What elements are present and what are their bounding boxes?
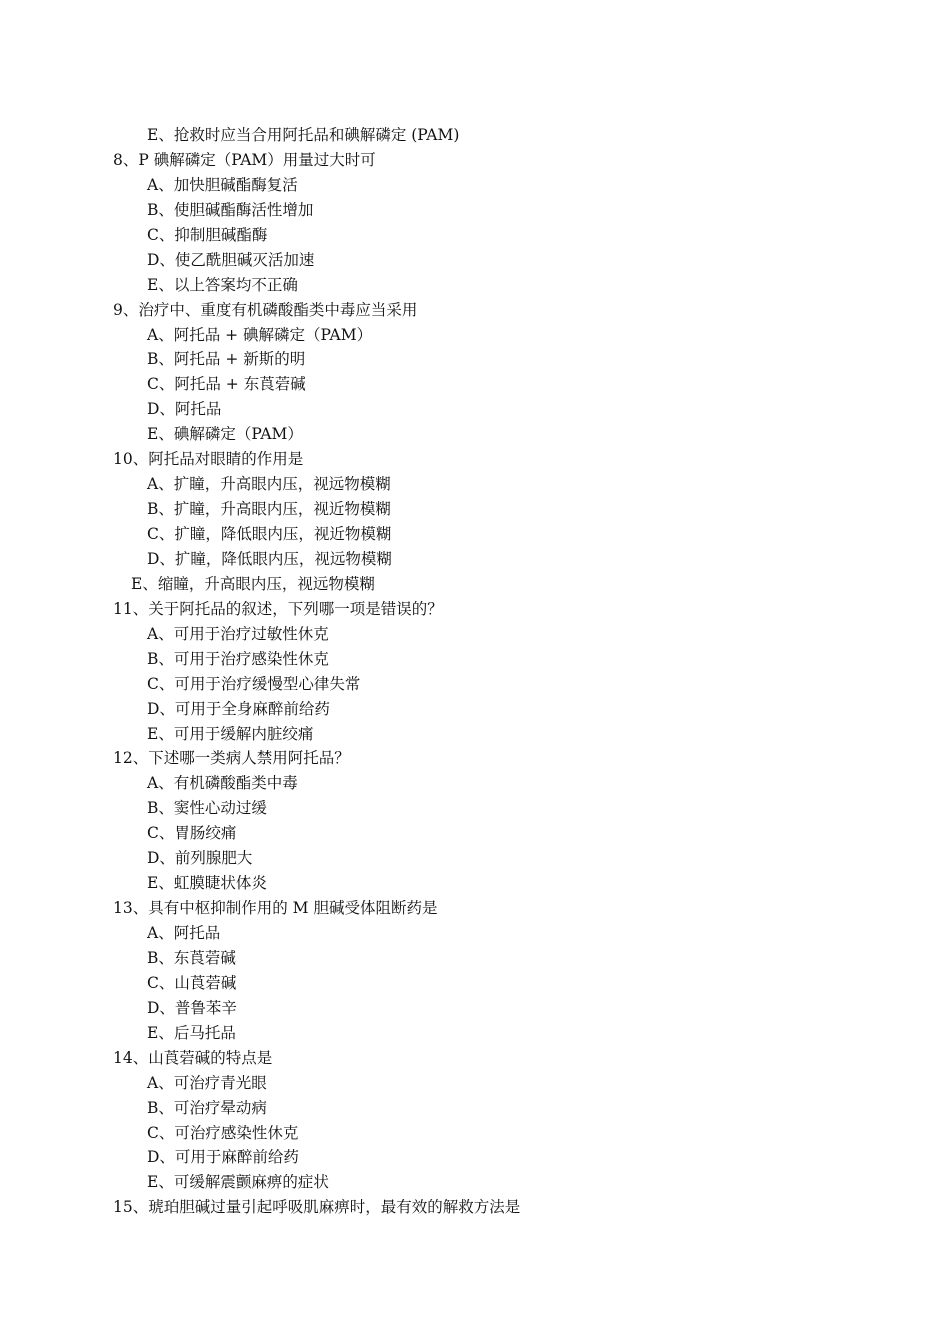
option-line: E、抢救时应当合用阿托品和碘解磷定 (PAM): [147, 126, 460, 144]
option-line: B、可治疗晕动病: [147, 1098, 267, 1117]
option-line: A、加快胆碱酯酶复活: [147, 175, 298, 194]
option-line: E、碘解磷定（PAM）: [147, 425, 303, 444]
option-line: C、可治疗感染性休克: [147, 1123, 299, 1142]
option-line: D、使乙酰胆碱灭活加速: [147, 250, 315, 269]
option-line: E、以上答案均不正确: [147, 275, 298, 294]
option-line: B、窦性心动过缓: [147, 799, 267, 818]
question-line: 13、具有中枢抑制作用的 M 胆碱受体阻断药是: [113, 899, 438, 918]
option-line: B、可用于治疗感染性休克: [147, 649, 329, 668]
option-line: D、前列腺肥大: [147, 849, 253, 868]
option-line: D、普鲁苯辛: [147, 998, 237, 1017]
option-line: C、胃肠绞痛: [147, 824, 237, 843]
option-line: A、扩瞳，升高眼内压，视远物模糊: [147, 475, 391, 494]
option-line: C、抑制胆碱酯酶: [147, 225, 268, 244]
option-line: C、阿托品 + 东莨菪碱: [147, 375, 306, 394]
question-line: 15、琥珀胆碱过量引起呼吸肌麻痹时，最有效的解救方法是: [113, 1198, 521, 1217]
option-line: E、后马托品: [147, 1023, 236, 1042]
option-line: E、可用于缓解内脏绞痛: [147, 724, 314, 743]
option-line: C、山莨菪碱: [147, 973, 237, 992]
document-page: [0, 123, 950, 1220]
question-line: 10、阿托品对眼睛的作用是: [113, 450, 304, 469]
option-line: E、可缓解震颤麻痹的症状: [147, 1173, 329, 1192]
option-line: A、阿托品 + 碘解磷定（PAM）: [147, 325, 373, 344]
option-line: D、扩瞳，降低眼内压，视远物模糊: [147, 549, 392, 568]
option-line: B、使胆碱酯酶活性增加: [147, 200, 314, 219]
question-line: 14、山莨菪碱的特点是: [113, 1048, 273, 1067]
question-line: 12、下述哪一类病人禁用阿托品？: [113, 749, 350, 768]
question-line: 11、关于阿托品的叙述，下列哪一项是错误的？: [113, 599, 443, 618]
option-line: A、阿托品: [147, 924, 221, 942]
option-line: A、有机磷酸酯类中毒: [147, 774, 298, 793]
option-line: C、可用于治疗缓慢型心律失常: [147, 674, 361, 693]
option-line: D、可用于麻醉前给药: [147, 1148, 299, 1167]
option-line: D、阿托品: [147, 400, 222, 419]
option-line: C、扩瞳，降低眼内压，视近物模糊: [147, 525, 392, 543]
option-line: E、缩瞳，升高眼内压，视远物模糊: [131, 574, 375, 593]
question-line: 9、治疗中、重度有机磷酸酯类中毒应当采用: [113, 300, 418, 319]
option-line: A、可治疗青光眼: [147, 1073, 267, 1092]
option-line: E、虹膜睫状体炎: [147, 874, 267, 893]
option-line: B、扩瞳，升高眼内压，视近物模糊: [147, 500, 391, 519]
question-line: 8、P 碘解磷定（PAM）用量过大时可: [113, 150, 376, 169]
option-line: D、可用于全身麻醉前给药: [147, 699, 330, 718]
option-line: A、可用于治疗过敏性休克: [147, 624, 329, 643]
option-line: B、阿托品 + 新斯的明: [147, 350, 306, 369]
option-line: B、东莨菪碱: [147, 948, 236, 967]
